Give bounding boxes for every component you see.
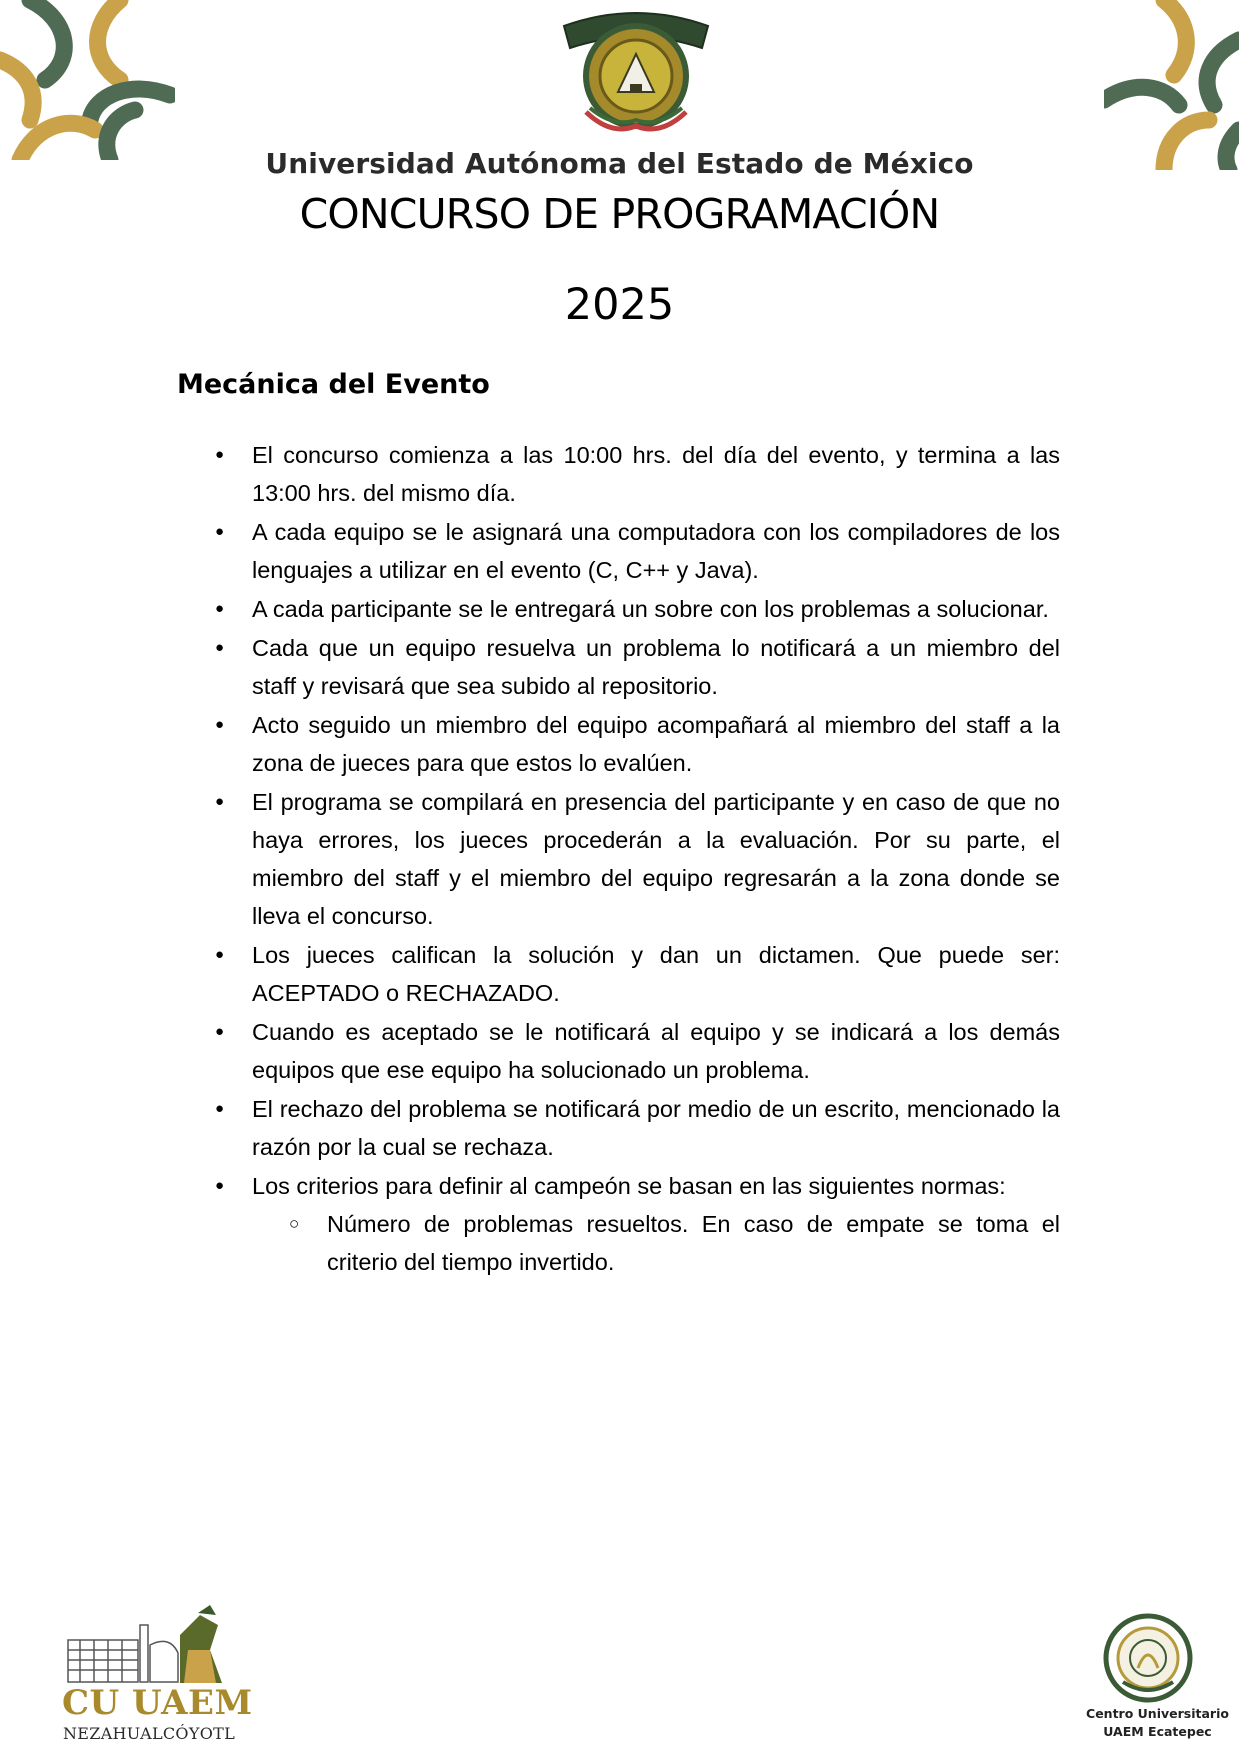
rule-item: ● El concurso comienza a las 10:00 hrs. del día del evento, y termina a las 13:00 hrs. del mismo día. — [252, 436, 1060, 512]
rule-item: ● El rechazo del problema se notificará por medio de un escrito, mencionado la razón por la cual se rechaza. — [252, 1090, 1060, 1166]
event-year: 2025 — [564, 280, 675, 330]
sub-rule-item: ○ Número de problemas resueltos. En caso de empate se toma el criterio del tiempo invertido. — [327, 1205, 1060, 1281]
rule-item: ● Cuando es aceptado se le notificará al equipo y se indicará a los demás equipos que ese equipo ha solucionado un problema. — [252, 1013, 1060, 1089]
footer-right-logo-line1: Centro Universitario — [1086, 1706, 1229, 1721]
university-seal-icon — [556, 4, 716, 142]
rule-item: ● Acto seguido un miembro del equipo acompañará al miembro del staff a la zona de jueces para que estos lo evalúen. — [252, 706, 1060, 782]
footer-right-logo-line2: UAEM Ecatepec — [1103, 1724, 1212, 1739]
rule-item-criteria — [252, 1167, 1060, 1281]
rule-item: ● Cada que un equipo resuelva un problema lo notificará a un miembro del staff y revisará que sea subido al repositorio. — [252, 629, 1060, 705]
rule-item-criteria-text: Los criterios para definir al campeón se basan en las siguientes normas: — [252, 1173, 1006, 1199]
section-heading: Mecánica del Evento — [177, 369, 490, 400]
rule-item: ● El programa se compilará en presencia del participante y en caso de que no haya errores, los jueces procederán a la evaluación. Por su parte, el miembro del staff y el miembro del equipo regresarán a la zona donde se lleva el concurso. — [252, 783, 1060, 935]
ornament-top-left-icon — [0, 0, 175, 160]
rule-item: ● Los jueces califican la solución y dan un dictamen. Que puede ser: ACEPTADO o RECHAZADO. — [252, 936, 1060, 1012]
footer-left-logo-subtitle: NEZAHUALCÓYOTL — [63, 1724, 236, 1743]
rule-item: ● A cada equipo se le asignará una computadora con los compiladores de los lenguajes a utilizar en el evento (C, C++ y Java). — [252, 513, 1060, 589]
rules-list — [0, 436, 1239, 1282]
page-title: CONCURSO DE PROGRAMACIÓN — [299, 190, 940, 238]
ornament-top-right-icon — [1104, 0, 1239, 170]
university-name: Universidad Autónoma del Estado de México — [265, 147, 974, 180]
criteria-sub-list — [252, 1205, 1060, 1281]
rule-item: ● A cada participante se le entregará un sobre con los problemas a solucionar. — [252, 590, 1060, 628]
campus-seal-icon — [1103, 1612, 1193, 1704]
footer-left-logo-title: CU UAEM — [62, 1683, 253, 1723]
